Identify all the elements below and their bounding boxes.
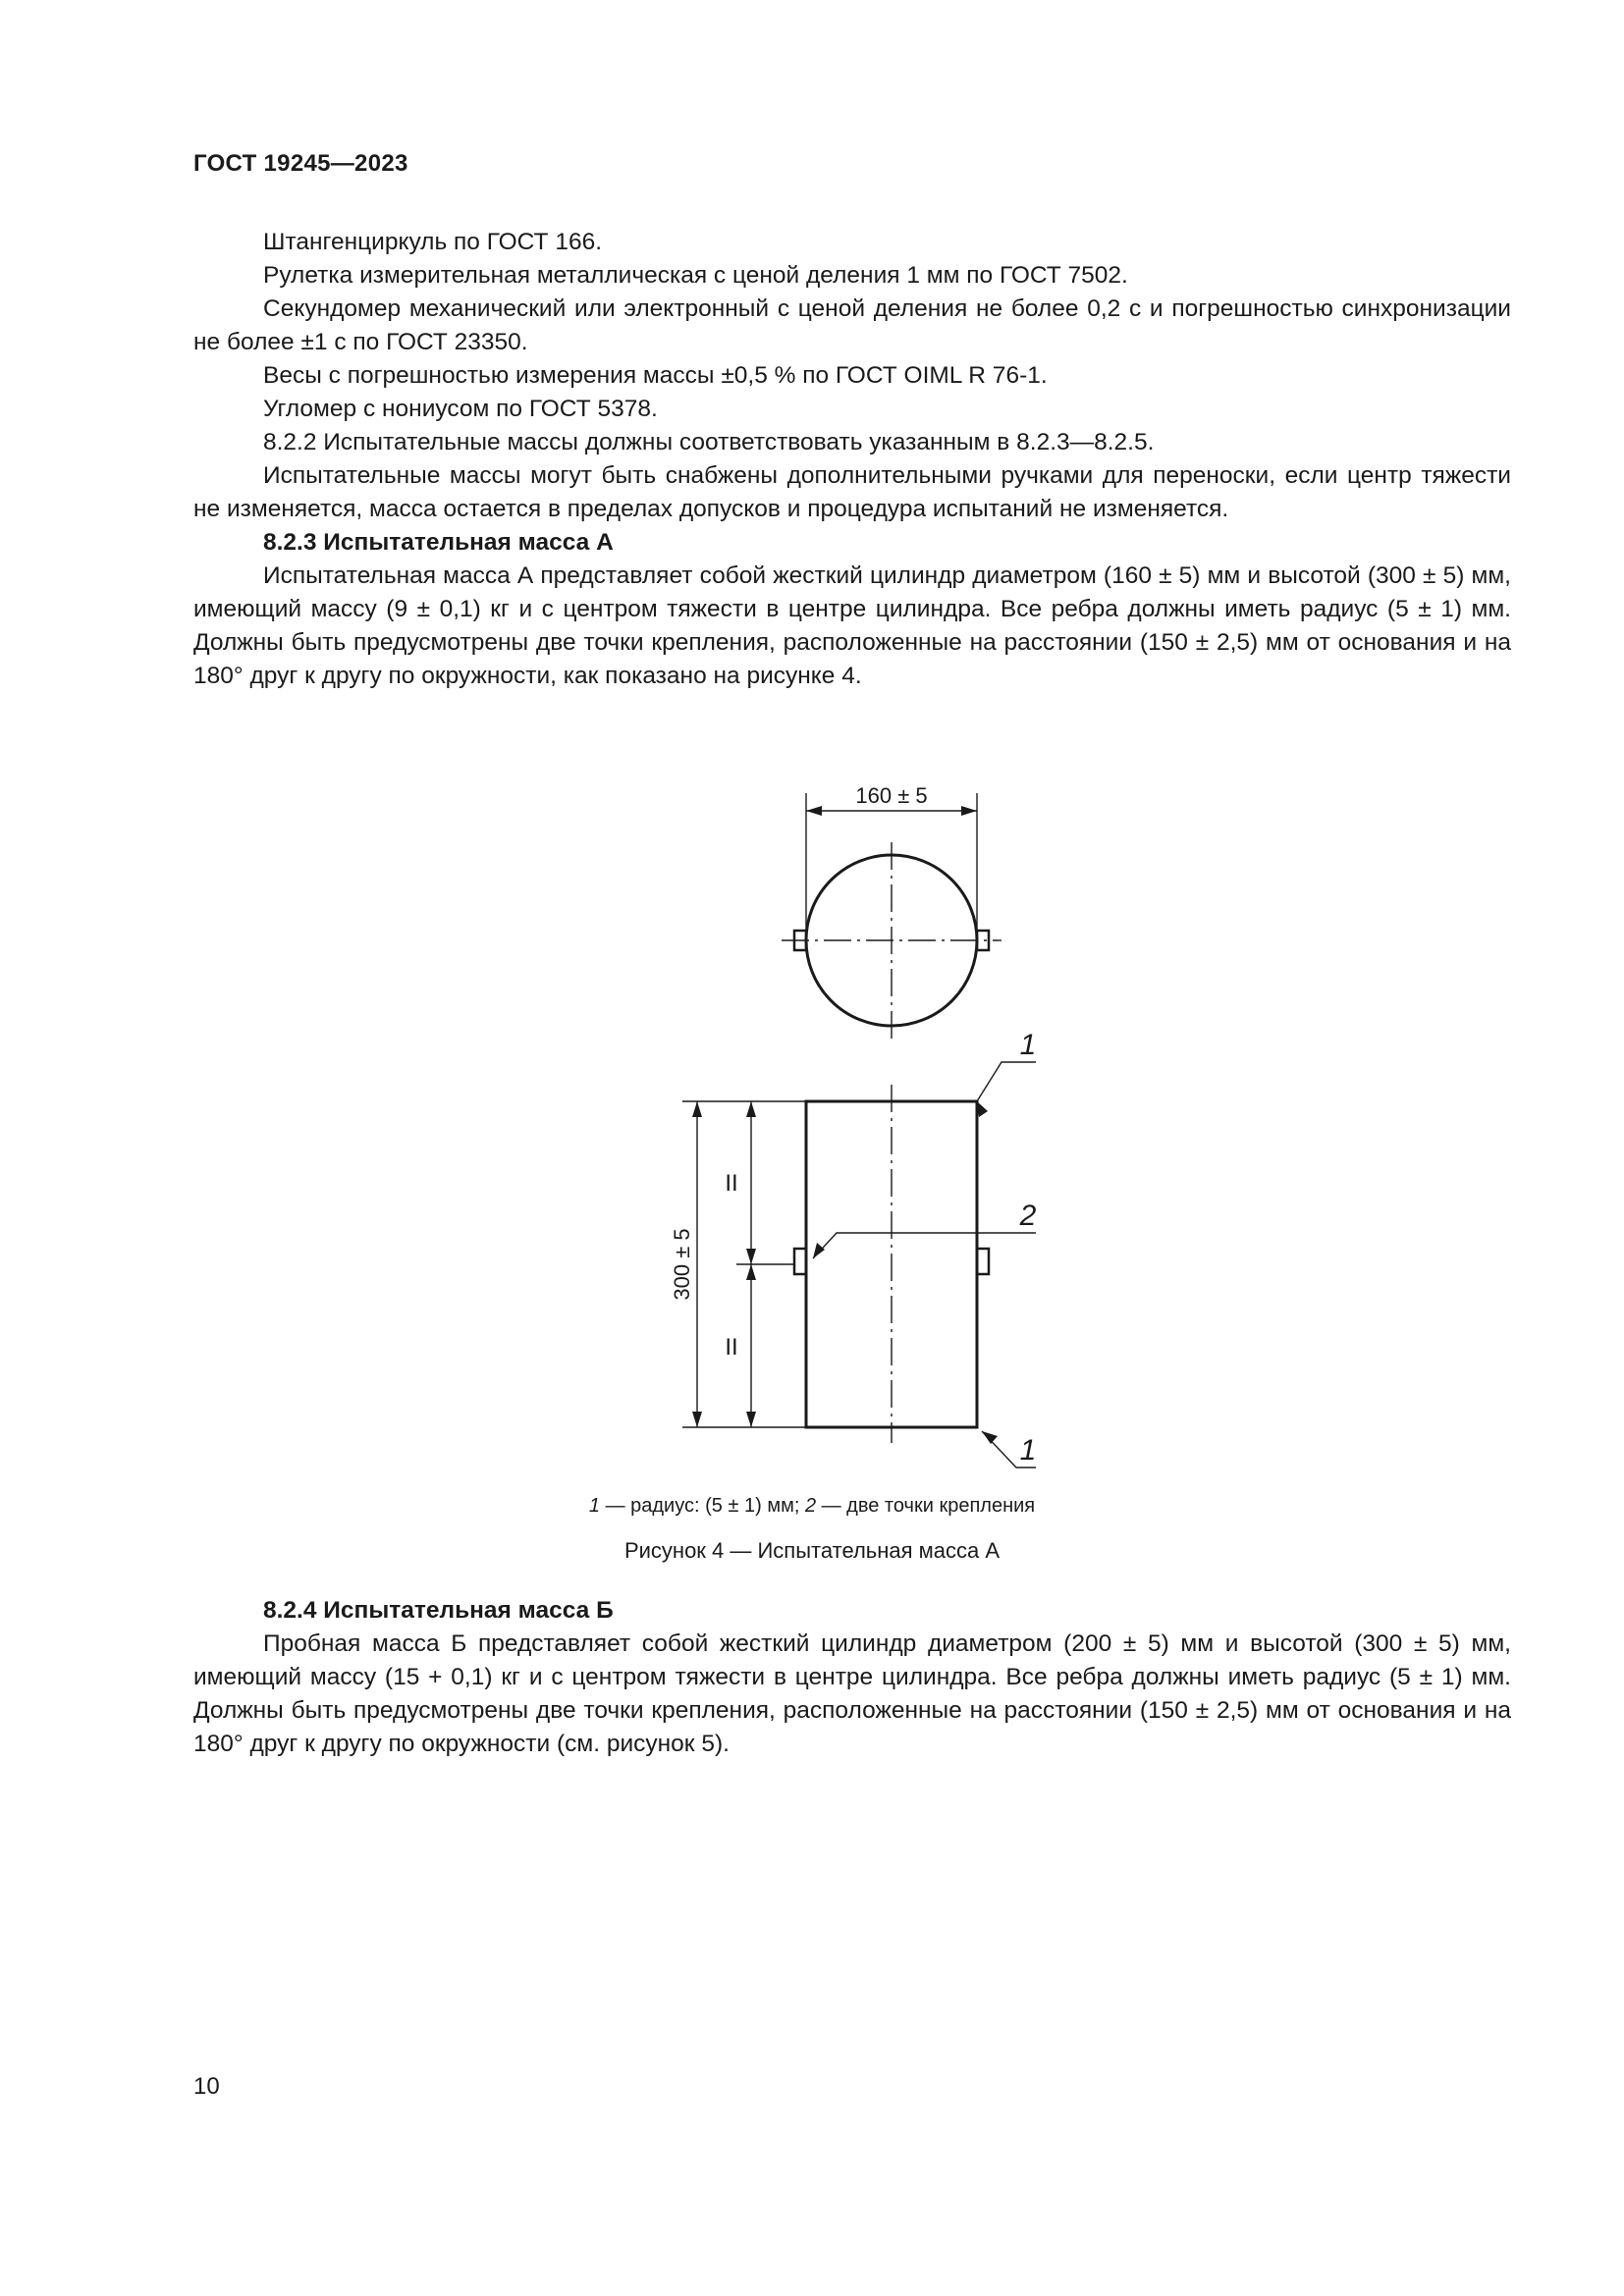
top-view-lug-right xyxy=(977,931,989,950)
arrow-callout-1-bottom xyxy=(982,1431,998,1444)
legend-text-2: — две точки крепления xyxy=(816,1495,1036,1517)
callout-1-top-label: 1 xyxy=(1019,1029,1037,1061)
arrow-diameter-left xyxy=(806,806,822,816)
arrow-height-bottom xyxy=(692,1412,702,1427)
figure-legend xyxy=(0,1495,1624,1518)
paragraph-test-mass-a: Испытательная масса А представляет собой жесткий цилиндр диаметром (160 ± 5) мм и высотой (300 ± 5) мм, имеющий массу (9 ± 0,1) кг и с центром тяжести в центре цилиндра. Все ребра должны иметь радиус (5 ± 1) мм. Должны быть предусмотрены две точки крепления, расположенные на расстоянии (150 ± 2,5) мм от основания и на 180° друг к другу по окружности, как показано на рисунке 4. xyxy=(193,562,1511,689)
paragraph-stopwatch: Секундомер механический или электронный с ценой деления не более 0,2 с и погрешностью синхронизации не более ±1 с по ГОСТ 23350. xyxy=(193,295,1511,355)
callout-1-bottom-leader xyxy=(982,1431,1036,1468)
side-view-lug-right xyxy=(977,1249,989,1274)
paragraph-caliper: Штангенциркуль по ГОСТ 166. xyxy=(263,229,603,255)
dim-diameter-label: 160 ± 5 xyxy=(855,783,928,808)
equal-mark-lower: II xyxy=(725,1334,738,1361)
page-number: 10 xyxy=(193,2073,220,2100)
paragraph-test-mass-b: Пробная масса Б представляет собой жесткий цилиндр диаметром (200 ± 5) мм и высотой (300 ± 5) мм, имеющий массу (15 + 0,1) кг и с центром тяжести в центре цилиндра. Все ребра должны иметь радиус (5 ± 1) мм. Должны быть предусмотрены две точки крепления, расположенные на расстоянии (150 ± 2,5) мм от основания и на 180° друг к другу по окружности (см. рисунок 5). xyxy=(193,1630,1511,1757)
callout-1-bottom-label: 1 xyxy=(1019,1434,1037,1467)
document-header: ГОСТ 19245—2023 xyxy=(193,150,408,177)
arrow-height-top xyxy=(692,1101,702,1117)
paragraph-tape-measure: Рулетка измерительная металлическая с ценой деления 1 мм по ГОСТ 7502. xyxy=(263,262,1128,289)
paragraph-handles: Испытательные массы могут быть снабжены дополнительными ручками для переноски, если центр тяжести не изменяется, масса остается в пределах допусков и процедура испытаний не изменяется. xyxy=(193,462,1511,522)
arrow-lower-half-bottom xyxy=(746,1412,756,1427)
legend-text-1: — радиус: (5 ± 1) мм; xyxy=(600,1495,805,1517)
section-heading-8-2-3: 8.2.3 Испытательная масса А xyxy=(263,529,614,556)
legend-number-1: 1 xyxy=(588,1495,601,1517)
callout-2-leader xyxy=(813,1233,1036,1258)
callout-2-label: 2 xyxy=(1019,1200,1037,1232)
callout-1-top-leader xyxy=(977,1062,1036,1101)
arrow-upper-half-bottom xyxy=(746,1249,756,1264)
paragraph-protractor: Угломер с нониусом по ГОСТ 5378. xyxy=(263,396,658,422)
top-view-lug-left xyxy=(794,931,806,950)
arrow-callout-1-top xyxy=(977,1101,988,1117)
paragraph-8-2-2: 8.2.2 Испытательные массы должны соответствовать указанным в 8.2.3—8.2.5. xyxy=(263,429,1155,455)
arrow-upper-half-top xyxy=(746,1101,756,1117)
arrow-callout-2 xyxy=(813,1243,825,1258)
legend-number-2: 2 xyxy=(804,1495,817,1517)
top-view-circle xyxy=(806,855,977,1026)
section-heading-8-2-4: 8.2.4 Испытательная масса Б xyxy=(263,1597,614,1624)
arrow-diameter-right xyxy=(961,806,977,816)
side-view-body xyxy=(806,1101,977,1427)
equal-mark-upper: II xyxy=(725,1170,738,1197)
dim-height-label: 300 ± 5 xyxy=(670,1228,694,1301)
side-view-lug-left xyxy=(794,1249,806,1274)
arrow-lower-half-top xyxy=(746,1264,756,1280)
text-block-bottom xyxy=(193,1594,1511,1761)
figure-caption: Рисунок 4 — Испытательная масса А xyxy=(623,1538,1001,1563)
paragraph-scales: Весы с погрешностью измерения массы ±0,5 % по ГОСТ OIML R 76-1. xyxy=(263,362,1048,389)
text-block-top xyxy=(193,226,1511,693)
